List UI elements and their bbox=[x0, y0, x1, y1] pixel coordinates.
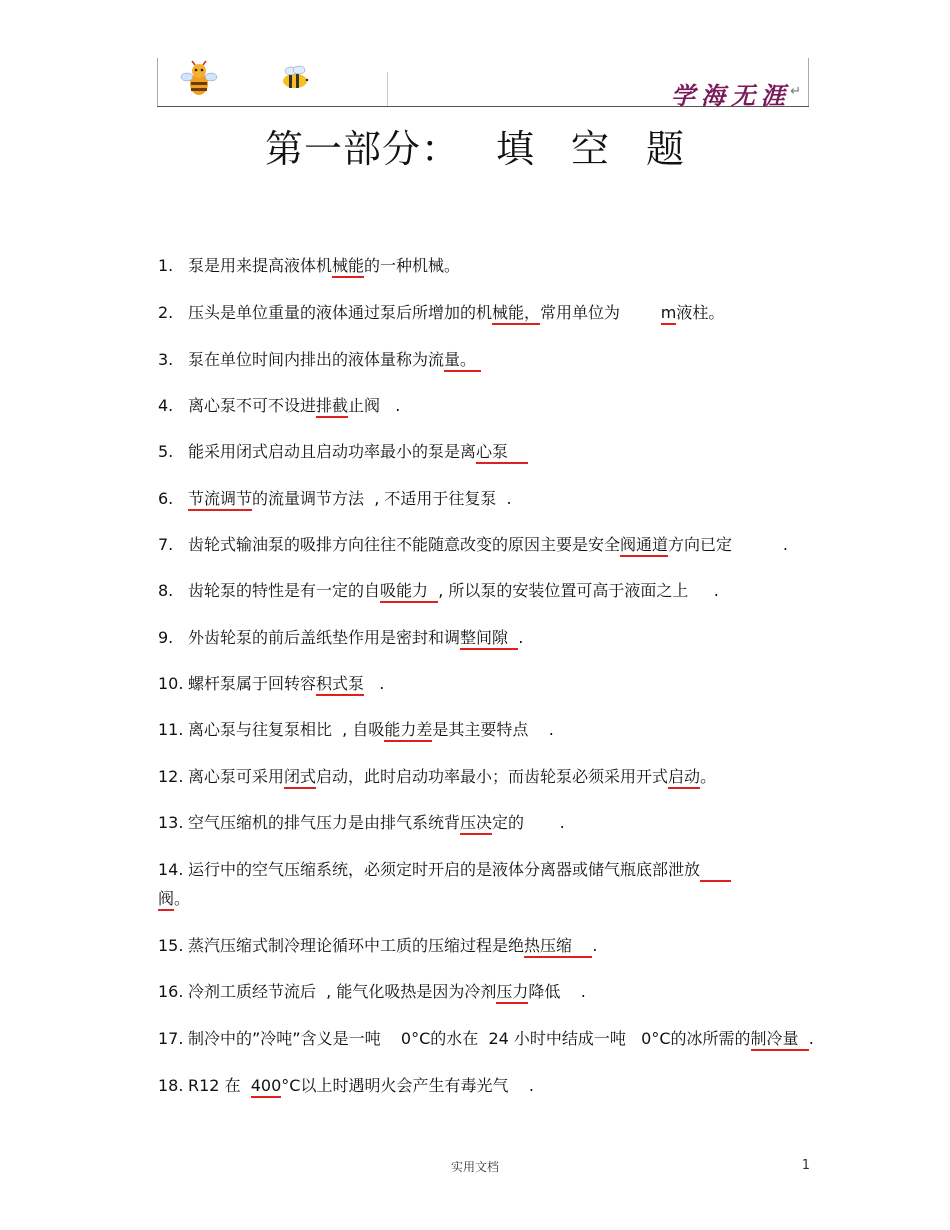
question-item bbox=[158, 980, 586, 1004]
question-item bbox=[158, 348, 481, 372]
answer-underline: 压决 bbox=[460, 813, 492, 835]
page-title bbox=[0, 118, 950, 173]
question-item bbox=[158, 672, 384, 696]
question-text: 齿轮式输油泵的吸排方向往往不能随意改变的原因主要是安全 bbox=[188, 535, 621, 554]
answer-underline: 压力 bbox=[496, 982, 528, 1004]
question-item bbox=[158, 533, 788, 557]
answer-underline: 排截 bbox=[316, 396, 348, 418]
question-text: 的流量调节方法 , 不适用于往复泵 . bbox=[252, 489, 512, 508]
header-divider bbox=[387, 72, 388, 106]
question-number: 3. bbox=[158, 350, 174, 369]
header-left-border bbox=[157, 58, 158, 106]
answer-underline: 积式泵 bbox=[316, 674, 364, 696]
question-item bbox=[158, 394, 400, 418]
question-item bbox=[158, 301, 724, 325]
question-text: 离心泵不可不设进 bbox=[188, 396, 317, 415]
question-text: 运行中的空气压缩系统，必须定时开启的是液体分离器或储气瓶底部泄放 bbox=[188, 860, 701, 879]
answer-underline bbox=[700, 860, 731, 882]
question-item bbox=[158, 934, 597, 958]
answer-underline: 启动 bbox=[668, 767, 700, 789]
question-number: 16. bbox=[158, 982, 184, 1001]
answer-underline: m bbox=[661, 303, 677, 325]
page-number: 1 bbox=[801, 1158, 810, 1173]
question-text: 螺杆泵属于回转容 bbox=[188, 674, 317, 693]
question-item bbox=[158, 858, 731, 882]
question-text: 离心泵可采用 bbox=[188, 767, 285, 786]
question-item bbox=[158, 254, 460, 278]
page-header bbox=[157, 58, 809, 110]
question-text: 。 bbox=[174, 889, 191, 908]
question-text: 离心泵与往复泵相比 , 自吸 bbox=[188, 720, 385, 739]
answer-underline: 400 bbox=[251, 1076, 282, 1098]
question-item bbox=[158, 1074, 534, 1098]
title-char-3: 题 bbox=[646, 127, 686, 171]
question-item bbox=[158, 718, 554, 742]
question-text: 降低 . bbox=[528, 982, 586, 1001]
question-item bbox=[158, 487, 512, 511]
answer-underline: 阀 bbox=[158, 889, 174, 911]
question-number: 7. bbox=[158, 535, 174, 554]
answer-underline: 械能， bbox=[492, 303, 540, 325]
question-item bbox=[158, 765, 716, 789]
question-text: 齿轮泵的特性是有一定的自 bbox=[188, 581, 381, 600]
question-number: 10. bbox=[158, 674, 184, 693]
question-number: 14. bbox=[158, 860, 184, 879]
answer-underline: 节流调节 bbox=[188, 489, 252, 511]
question-number: 11. bbox=[158, 720, 184, 739]
answer-underline: 整间隙 bbox=[460, 628, 518, 650]
header-motto: 学海无涯 bbox=[671, 81, 791, 110]
question-number: 8. bbox=[158, 581, 174, 600]
question-text: 的一种机械。 bbox=[364, 256, 461, 275]
question-number: 5. bbox=[158, 442, 174, 461]
question-item bbox=[158, 440, 528, 464]
question-text: . bbox=[808, 1029, 814, 1048]
question-text: 冷剂工质经节流后 , 能气化吸热是因为冷剂 bbox=[188, 982, 497, 1001]
title-char-2: 空 bbox=[571, 127, 611, 171]
answer-underline: 能力差 bbox=[384, 720, 432, 742]
title-char-1: 填 bbox=[495, 127, 535, 171]
question-text: 是其主要特点 . bbox=[432, 720, 554, 739]
question-text: 蒸汽压缩式制冷理论循环中工质的压缩过程是绝 bbox=[188, 936, 525, 955]
question-text: 制冷中的”冷吨”含义是一吨 0°C的水在 24 小时中结成一吨 0°C的冰所需的 bbox=[188, 1029, 751, 1048]
question-text: 止阀 . bbox=[348, 396, 401, 415]
question-text: 压头是单位重量的液体通过泵后所增加的机 bbox=[188, 303, 493, 322]
question-text: R12 在 bbox=[188, 1076, 251, 1095]
question-text: . bbox=[364, 674, 385, 693]
question-text: . bbox=[518, 628, 524, 647]
bee-icon bbox=[277, 64, 313, 92]
answer-underline: 量。 bbox=[444, 350, 481, 372]
question-text: 泵在单位时间内排出的液体量称为流 bbox=[188, 350, 445, 369]
question-text: 空气压缩机的排气压力是由排气系统背 bbox=[188, 813, 461, 832]
question-text: . bbox=[592, 936, 598, 955]
question-text: 能采用闭式启动且启动功率最小的泵是离 bbox=[188, 442, 477, 461]
question-text: , 所以泵的安装位置可高于液面之上 . bbox=[438, 581, 719, 600]
question-number: 18. bbox=[158, 1076, 184, 1095]
question-item bbox=[158, 887, 190, 911]
question-number: 1. bbox=[158, 256, 174, 275]
question-text: 外齿轮泵的前后盖纸垫作用是密封和调 bbox=[188, 628, 461, 647]
question-text: 启动，此时启动功率最小；而齿轮泵必须采用开式 bbox=[316, 767, 669, 786]
question-item bbox=[158, 579, 719, 603]
answer-underline: 吸能力 bbox=[380, 581, 438, 603]
question-number: 12. bbox=[158, 767, 184, 786]
question-item bbox=[158, 811, 565, 835]
question-number: 15. bbox=[158, 936, 184, 955]
question-number: 2. bbox=[158, 303, 174, 322]
footer-label: 实用文档 bbox=[450, 1160, 499, 1174]
question-text: 液柱。 bbox=[676, 303, 725, 322]
answer-underline: 阀通道 bbox=[620, 535, 668, 557]
question-item bbox=[158, 626, 523, 650]
answer-underline: 械能 bbox=[332, 256, 364, 278]
question-text: 泵是用来提高液体机 bbox=[188, 256, 333, 275]
answer-underline: 心泵 bbox=[476, 442, 528, 464]
bee-mascot-icon bbox=[179, 60, 219, 100]
title-part: 第一部分： bbox=[264, 127, 460, 171]
question-item bbox=[158, 1027, 814, 1051]
question-number: 4. bbox=[158, 396, 174, 415]
question-number: 13. bbox=[158, 813, 184, 832]
return-mark-icon: ↵ bbox=[790, 84, 801, 99]
question-text: 。 bbox=[700, 767, 717, 786]
header-right-border bbox=[808, 58, 809, 106]
question-number: 9. bbox=[158, 628, 174, 647]
question-number: 6. bbox=[158, 489, 174, 508]
question-text: 方向已定 . bbox=[668, 535, 788, 554]
answer-underline: 制冷量 bbox=[751, 1029, 809, 1051]
question-text: °C以上时遇明火会产生有毒光气 . bbox=[281, 1076, 534, 1095]
answer-underline: 闭式 bbox=[284, 767, 316, 789]
answer-underline: 热压缩 bbox=[524, 936, 592, 958]
question-number: 17. bbox=[158, 1029, 184, 1048]
question-text: 定的 . bbox=[492, 813, 565, 832]
question-text: 常用单位为 bbox=[540, 303, 661, 322]
